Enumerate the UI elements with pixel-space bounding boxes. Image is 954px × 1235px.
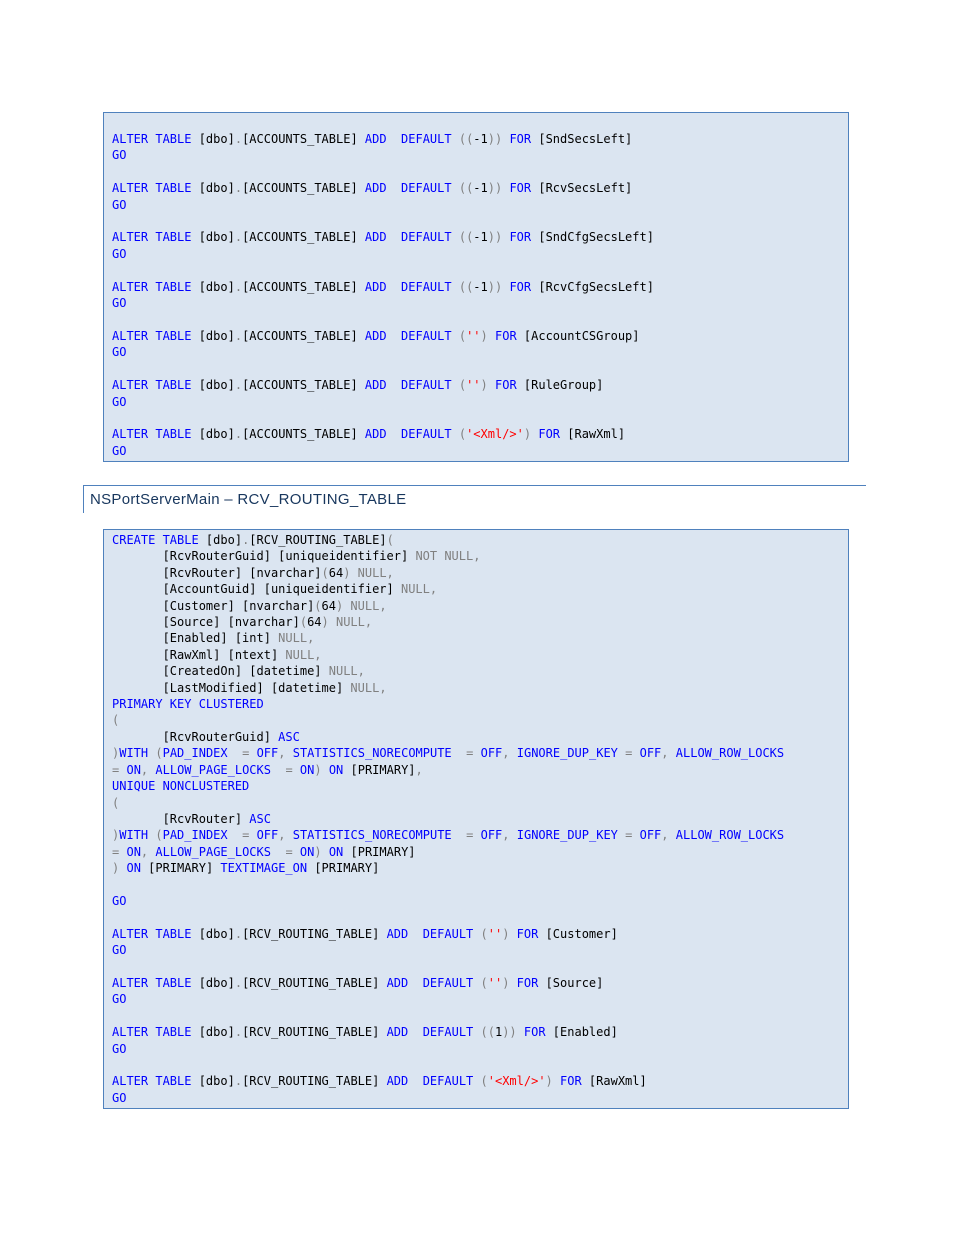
sql-text [452,132,459,146]
sql-operator: . [234,181,243,196]
sql-text: [Enabled] [int] [112,631,279,646]
sql-text: [SndSecsLeft] [531,132,633,146]
sql-keyword: WITH [119,828,149,843]
sql-keyword: OFF [480,746,503,761]
sql-operator: = [242,746,250,761]
sql-keyword: OFF [639,828,662,843]
sql-operator: . [234,279,243,294]
sql-operator: , [502,746,510,761]
sql-text [510,746,517,760]
sql-operator: ) [480,328,488,343]
sql-text: [CreatedOn] [datetime] [112,664,329,679]
sql-operator: ) [112,828,120,843]
sql-operator: . [234,975,243,990]
sql-operator: , [661,746,669,761]
sql-text: [dbo] [191,279,235,294]
sql-operator: ) NULL, [343,565,394,580]
sql-operator: NULL, [400,582,438,597]
sql-text: [Source] [538,975,604,990]
sql-operator: , [278,746,286,761]
sql-operator: ) [112,861,120,876]
sql-text: [dbo] [191,378,235,393]
section-heading [83,485,866,513]
sql-text: [RCV_ROUTING_TABLE] [249,533,387,547]
sql-operator: . [234,132,243,146]
sql-text: [Customer] [538,926,618,941]
sql-text [473,927,480,941]
sql-text: [Source] [nvarchar] [112,615,300,630]
sql-text: [dbo] [191,427,235,442]
sql-string: '' [466,328,481,343]
sql-operator: , [278,828,286,843]
sql-operator: ) [314,844,322,859]
sql-keyword: ALTER TABLE [112,230,192,245]
sql-operator: ( [458,427,467,442]
sql-operator: . [234,230,243,245]
sql-operator: ) [112,746,120,761]
sql-text: [RCV_ROUTING_TABLE] [242,1074,387,1089]
sql-text [452,746,466,760]
sql-keyword: ALTER TABLE [112,279,192,294]
sql-keyword: FOR [509,181,532,196]
sql-keyword: FOR [560,1074,582,1089]
sql-operator: ( [480,975,488,990]
sql-keyword: PRIMARY KEY CLUSTERED [112,697,264,712]
sql-text: [PRIMARY] [343,844,416,859]
sql-operator: )) [487,279,503,294]
sql-text [669,828,676,842]
sql-operator: = [625,746,633,761]
sql-text [452,230,459,244]
sql-operator: )) [487,230,503,245]
sql-text: [ACCOUNTS_TABLE] [242,132,365,146]
sql-text: [RuleGroup] [516,378,604,393]
sql-keyword: GO [112,443,127,458]
sql-operator: ) [545,1074,553,1089]
sql-keyword: FOR [516,926,539,941]
sql-keyword: ALTER TABLE [112,378,192,393]
sql-text: [RcvSecsLeft] [531,181,633,196]
sql-text: [SndCfgSecsLeft] [531,230,654,245]
sql-keyword: OFF [256,828,279,843]
sql-string: '' [487,926,503,941]
sql-keyword: ASC [249,811,271,826]
sql-operator: . [234,328,243,343]
sql-keyword: ALTER TABLE [112,427,192,442]
sql-operator: = [625,828,633,843]
sql-text: [dbo] [191,230,235,245]
sql-text [285,746,292,760]
sql-operator: ( [458,328,467,343]
sql-operator: )) [502,1025,517,1040]
sql-text: [RcvRouter] [112,811,250,826]
sql-text [452,378,459,392]
code-block-rcv-routing-table [103,529,849,1109]
sql-keyword: ON [328,844,344,859]
sql-text [452,427,459,441]
sql-string: '' [487,975,503,990]
sql-text [228,746,242,760]
sql-text: [ACCOUNTS_TABLE] [242,378,365,393]
sql-text: [dbo] [191,926,235,941]
sql-operator: NULL, [278,631,315,646]
section-heading-text: NSPortServerMain – RCV_ROUTING_TABLE [90,491,407,508]
sql-operator: , [140,844,149,859]
sql-keyword: OFF [256,746,279,761]
sql-keyword: GO [112,345,127,360]
sql-keyword: ALTER TABLE [112,328,192,343]
sql-text: [RawXml] [581,1074,647,1089]
sql-operator: ( [314,598,322,613]
sql-text: [Customer] [nvarchar] [112,598,315,613]
sql-text [473,828,480,842]
sql-operator: ( [112,713,120,728]
sql-keyword: GO [112,992,127,1007]
sql-operator: = [112,762,120,777]
sql-operator: ( [112,795,120,810]
sql-operator: . [234,1025,243,1040]
sql-keyword: ALTER TABLE [112,926,192,941]
sql-text: [dbo] [191,328,235,343]
sql-text [452,181,459,195]
sql-text: [PRIMARY] [307,861,380,876]
sql-text: 64 [307,615,322,630]
sql-keyword: FOR [495,328,517,343]
sql-keyword: UNIQUE NONCLUSTERED [112,779,250,794]
sql-text: [RcvCfgSecsLeft] [531,279,654,294]
sql-operator: (( [480,1025,495,1040]
sql-operator: ) [314,762,322,777]
sql-keyword: CREATE TABLE [112,533,199,547]
sql-operator: . [234,378,243,393]
sql-operator: . [234,427,243,442]
sql-text: [dbo] [198,533,243,547]
sql-keyword: ALTER TABLE [112,132,192,146]
sql-operator: = [285,762,293,777]
sql-text [228,828,242,842]
sql-operator: NULL, [350,680,387,695]
sql-operator: = [242,828,250,843]
sql-code [112,532,848,1106]
sql-operator: ) [523,427,532,442]
sql-text: [AccountCSGroup] [516,328,640,343]
sql-keyword: GO [112,1041,127,1056]
sql-keyword: FOR [509,132,532,146]
sql-text [271,763,285,777]
sql-keyword: GO [112,296,127,311]
sql-code [112,131,848,459]
sql-text [517,1025,524,1039]
sql-keyword: PAD_INDEX [162,828,228,843]
sql-text: [dbo] [191,1025,235,1040]
sql-text: [LastModified] [datetime] [112,680,351,695]
sql-keyword: GO [112,197,127,212]
sql-text [322,845,329,859]
sql-operator: = [466,746,474,761]
sql-text: [RcvRouterGuid] [uniqueidentifier] [112,549,416,564]
sql-keyword: ADD DEFAULT [364,132,452,146]
sql-operator: ( [155,828,163,843]
sql-keyword: ADD DEFAULT [364,427,452,442]
sql-text: [ACCOUNTS_TABLE] [242,230,365,245]
sql-operator: , [415,762,423,777]
sql-text [473,1074,480,1088]
sql-keyword: TEXTIMAGE_ON [220,861,308,876]
sql-text [669,746,676,760]
sql-operator: ) NULL, [335,598,387,613]
sql-text: 1 [494,1025,503,1040]
sql-text [271,845,285,859]
sql-keyword: ON [299,762,315,777]
sql-keyword: ALLOW_PAGE_LOCKS [155,844,271,859]
sql-keyword: STATISTICS_NORECOMPUTE [292,828,452,843]
sql-keyword: ADD DEFAULT [386,926,474,941]
sql-text [473,1025,480,1039]
sql-keyword: PAD_INDEX [162,746,228,761]
sql-keyword: GO [112,893,127,908]
sql-keyword: ADD DEFAULT [364,378,452,393]
sql-text [322,763,329,777]
sql-keyword: FOR [523,1025,546,1040]
sql-text [452,828,466,842]
sql-string: '' [466,378,481,393]
sql-operator: ) NULL, [321,615,373,630]
sql-operator: (( [458,132,474,146]
sql-operator: ) [480,378,488,393]
sql-operator: NULL, [328,664,365,679]
sql-operator: ( [299,615,308,630]
sql-text: [RcvRouter] [nvarchar] [112,565,322,580]
sql-keyword: ADD DEFAULT [364,230,452,245]
sql-keyword: ALTER TABLE [112,1074,192,1089]
sql-text [293,845,300,859]
sql-operator: )) [487,181,503,196]
sql-keyword: OFF [639,746,662,761]
sql-keyword: ALTER TABLE [112,975,192,990]
sql-keyword: GO [112,943,127,958]
sql-text [632,746,639,760]
sql-keyword: FOR [538,427,561,442]
sql-text [452,280,459,294]
sql-keyword: GO [112,148,127,163]
sql-keyword: FOR [516,975,539,990]
sql-text [473,746,480,760]
sql-keyword: IGNORE_DUP_KEY [516,828,618,843]
sql-text [473,976,480,990]
sql-operator: , [502,828,510,843]
sql-text [632,828,639,842]
sql-operator: ( [155,746,163,761]
sql-text: [AccountGuid] [uniqueidentifier] [112,582,401,597]
sql-text [249,746,256,760]
sql-text: [RCV_ROUTING_TABLE] [242,1025,387,1040]
sql-text: [dbo] [191,975,235,990]
code-block-accounts-table-defaults [103,112,849,462]
sql-text: [dbo] [191,132,235,146]
sql-text: [RCV_ROUTING_TABLE] [242,926,387,941]
sql-operator: = [466,828,474,843]
sql-keyword: STATISTICS_NORECOMPUTE [292,746,452,761]
sql-operator: NULL, [285,647,322,662]
sql-keyword: GO [112,394,127,409]
sql-text: [RawXml] [560,427,626,442]
sql-operator: (( [458,181,474,196]
sql-text [509,976,516,990]
sql-operator: , [140,762,149,777]
sql-operator: ( [480,1074,488,1089]
sql-keyword: ON [299,844,315,859]
sql-keyword: IGNORE_DUP_KEY [516,746,618,761]
sql-operator: = [285,844,293,859]
sql-string: '<Xml/>' [466,427,524,442]
sql-keyword: FOR [509,279,532,294]
sql-text: [Enabled] [545,1025,618,1040]
sql-keyword: FOR [495,378,517,393]
sql-operator: NOT NULL, [415,549,481,564]
sql-text: -1 [473,230,488,245]
sql-operator: ) [502,975,510,990]
sql-text [249,828,256,842]
sql-operator: . [234,1074,243,1089]
sql-keyword: ADD DEFAULT [364,181,452,196]
sql-keyword: ADD DEFAULT [364,328,452,343]
sql-text [510,828,517,842]
sql-operator: = [112,844,120,859]
sql-operator: , [661,828,669,843]
sql-text: [ACCOUNTS_TABLE] [242,328,365,343]
sql-operator: . [242,533,250,547]
sql-keyword: ALLOW_ROW_LOCKS [675,746,785,761]
sql-text: [RawXml] [ntext] [112,647,286,662]
sql-keyword: ALTER TABLE [112,181,192,196]
sql-keyword: ON [126,844,141,859]
sql-keyword: OFF [480,828,503,843]
sql-keyword: ALTER TABLE [112,1025,192,1040]
sql-text [488,329,495,343]
sql-text: [PRIMARY] [343,762,416,777]
sql-text: [dbo] [191,181,235,196]
sql-keyword: FOR [509,230,532,245]
sql-operator: (( [458,279,474,294]
sql-keyword: ADD DEFAULT [386,975,474,990]
sql-operator: . [234,926,243,941]
sql-keyword: GO [112,1090,127,1105]
sql-keyword: ALLOW_PAGE_LOCKS [155,762,271,777]
sql-operator: ( [321,565,329,580]
sql-text: 64 [321,598,336,613]
sql-keyword: ON [328,762,344,777]
sql-text: -1 [473,132,488,146]
sql-operator: ( [458,378,467,393]
sql-keyword: ON [126,762,141,777]
sql-keyword: ADD DEFAULT [386,1074,474,1089]
sql-text [553,1074,560,1088]
sql-operator: ( [386,533,394,547]
sql-text: [ACCOUNTS_TABLE] [242,279,365,294]
sql-text: [PRIMARY] [140,861,221,876]
sql-operator: (( [458,230,474,245]
sql-operator: ( [480,926,488,941]
sql-text [488,378,495,392]
sql-text: [dbo] [191,1074,235,1089]
sql-keyword: ADD DEFAULT [386,1025,474,1040]
sql-text [452,329,459,343]
sql-text: [ACCOUNTS_TABLE] [242,181,365,196]
sql-text [293,763,300,777]
sql-keyword: ADD DEFAULT [364,279,452,294]
sql-text: [RcvRouterGuid] [112,729,279,744]
sql-operator: ) [502,926,510,941]
sql-keyword: ASC [278,729,300,744]
sql-text: -1 [473,279,488,294]
sql-keyword: GO [112,246,127,261]
sql-text [509,927,516,941]
sql-string: '<Xml/>' [487,1074,546,1089]
sql-text: -1 [473,181,488,196]
sql-operator: )) [487,132,503,146]
sql-keyword: ALLOW_ROW_LOCKS [675,828,785,843]
sql-text: [ACCOUNTS_TABLE] [242,427,365,442]
sql-keyword: ON [126,861,141,876]
sql-keyword: WITH [119,746,149,761]
sql-text [285,828,292,842]
sql-text: [RCV_ROUTING_TABLE] [242,975,387,990]
sql-text: 64 [328,565,344,580]
